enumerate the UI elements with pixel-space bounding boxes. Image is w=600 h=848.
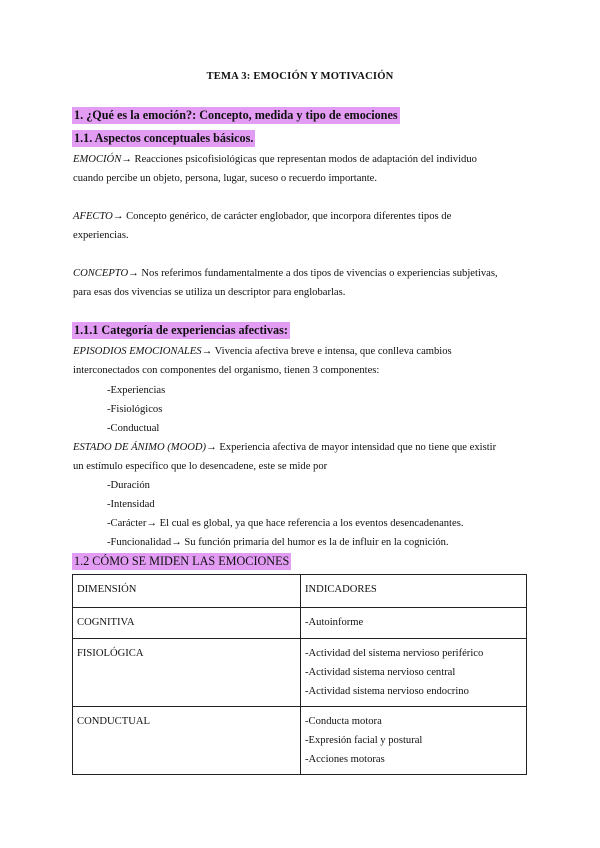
list-item: -Carácter→ El cual es global, ya que hace referencia a los eventos desencadenantes. <box>107 518 464 529</box>
indicator-item: -Autoinforme <box>305 617 364 628</box>
table-cell-dimension: CONDUCTUAL <box>73 707 301 775</box>
emotion-measurement-table <box>72 574 527 775</box>
episodios-list <box>107 381 165 438</box>
table-cell-dimension: FISIOLÓGICA <box>73 639 301 707</box>
emocion-line1: Reacciones psicofisiológicas que representan modos de adaptación del individuo <box>131 154 477 165</box>
term-emocion: EMOCIÓN→ <box>73 154 132 165</box>
paragraph-estado <box>73 438 527 476</box>
table-cell-indicators <box>301 608 527 639</box>
concepto-line1: Nos referimos fundamentalmente a dos tipos de vivencias o experiencias subjetivas, <box>138 268 498 279</box>
section-heading-1-1-1-text: 1.1.1 Categoría de experiencias afectivas: <box>74 323 288 337</box>
afecto-line1: Concepto genérico, de carácter englobador, que incorpora diferentes tipos de <box>123 211 452 222</box>
section-heading-1-2-text: 1.2 CÓMO SE MIDEN LAS EMOCIONES <box>74 554 290 568</box>
list-item: -Conductual <box>107 423 160 434</box>
paragraph-emocion <box>73 150 527 188</box>
paragraph-afecto <box>73 207 527 245</box>
table-row <box>73 608 527 639</box>
list-item: -Duración <box>107 480 150 491</box>
table-row <box>73 639 527 707</box>
estado-line1: Experiencia afectiva de mayor intensidad que no tiene que existir <box>216 442 497 453</box>
estado-list <box>107 476 537 552</box>
table-header-cell: INDICADORES <box>301 575 527 608</box>
list-item: -Experiencias <box>107 385 166 396</box>
document-title: TEMA 3: EMOCIÓN Y MOTIVACIÓN <box>206 71 394 82</box>
list-item: -Funcionalidad→ Su función primaria del humor es la de influir en la cognición. <box>107 537 449 548</box>
indicator-item: -Actividad sistema nervioso central <box>305 667 456 678</box>
section-heading-1-1-1 <box>72 323 290 338</box>
list-item: -Intensidad <box>107 499 155 510</box>
list-item: -Fisiológicos <box>107 404 163 415</box>
table-cell-indicators <box>301 639 527 707</box>
term-episodios: EPISODIOS EMOCIONALES→ <box>73 346 213 357</box>
emocion-line2: cuando percibe un objeto, persona, lugar, suceso o recuerdo importante. <box>73 173 378 184</box>
indicator-item: -Conducta motora <box>305 716 382 727</box>
section-heading-1-1 <box>72 131 255 146</box>
term-concepto: CONCEPTO→ <box>73 268 139 279</box>
table-cell-dimension: COGNITIVA <box>73 608 301 639</box>
section-heading-1-1-text: 1.1. Aspectos conceptuales básicos. <box>74 131 254 145</box>
concepto-line2: para esas dos vivencias se utiliza un descriptor para englobarlas. <box>73 287 346 298</box>
table-header-cell: DIMENSIÓN <box>73 575 301 608</box>
table-header-row <box>73 575 527 608</box>
section-heading-1 <box>72 108 400 123</box>
estado-line2: un estímulo específico que lo desencadene, este se mide por <box>73 461 328 472</box>
term-estado: ESTADO DE ÁNIMO (MOOD)→ <box>73 442 217 453</box>
indicator-item: -Actividad sistema nervioso endocrino <box>305 686 469 697</box>
episodios-line2: interconectados con componentes del organismo, tienen 3 componentes: <box>73 365 380 376</box>
indicator-item: -Actividad del sistema nervioso periférico <box>305 648 484 659</box>
paragraph-concepto <box>73 264 527 302</box>
table-cell-indicators <box>301 707 527 775</box>
section-heading-1-text: 1. ¿Qué es la emoción?: Concepto, medida y tipo de emociones <box>74 108 398 122</box>
afecto-line2: experiencias. <box>73 230 129 241</box>
table-row <box>73 707 527 775</box>
paragraph-episodios <box>73 342 527 380</box>
section-heading-1-2 <box>72 554 291 569</box>
indicator-item: -Acciones motoras <box>305 754 385 765</box>
episodios-line1: Vivencia afectiva breve e intensa, que conlleva cambios <box>212 346 452 357</box>
indicator-item: -Expresión facial y postural <box>305 735 423 746</box>
term-afecto: AFECTO→ <box>73 211 124 222</box>
